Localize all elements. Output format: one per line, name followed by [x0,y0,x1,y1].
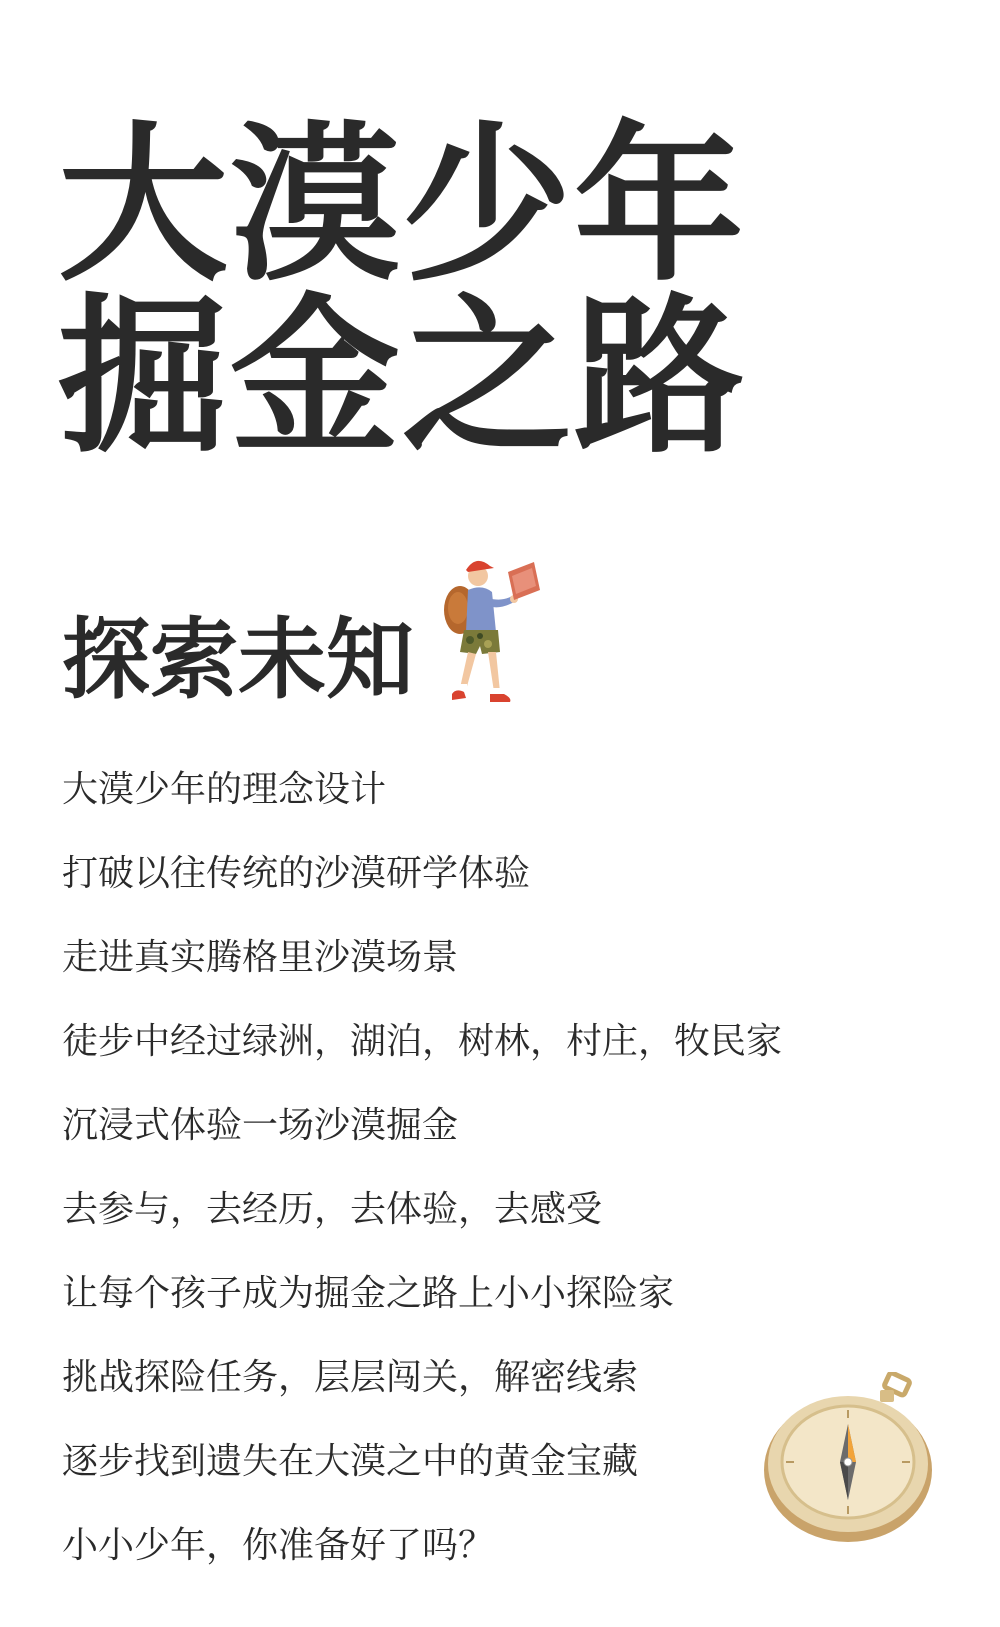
body-line: 挑战探险任务，层层闯关，解密线索 [62,1357,639,1398]
body-line: 大漠少年的理念设计 [62,769,387,810]
body-line: 去参与，去经历，去体验，去感受 [62,1189,603,1230]
body-line: 走进真实腾格里沙漠场景 [62,937,459,978]
hiker-reading-map-icon [430,548,550,718]
body-line: 让每个孩子成为掘金之路上小小探险家 [62,1273,675,1314]
hero-title-line-1: 大漠少年 [58,107,747,305]
body-line: 小小少年，你准备好了吗？ [62,1525,495,1566]
body-line: 徒步中经过绿洲，湖泊，树林，村庄，牧民家 [62,1021,783,1062]
compass-icon [760,1372,940,1547]
body-line: 沉浸式体验一场沙漠掘金 [62,1105,459,1146]
body-line: 打破以往传统的沙漠研学体验 [62,853,531,894]
body-line: 逐步找到遗失在大漠之中的黄金宝藏 [62,1441,639,1482]
hero-title-line-2: 掘金之路 [58,279,747,477]
hero-title [58,107,818,477]
section-heading: 探索未知 [62,608,415,711]
